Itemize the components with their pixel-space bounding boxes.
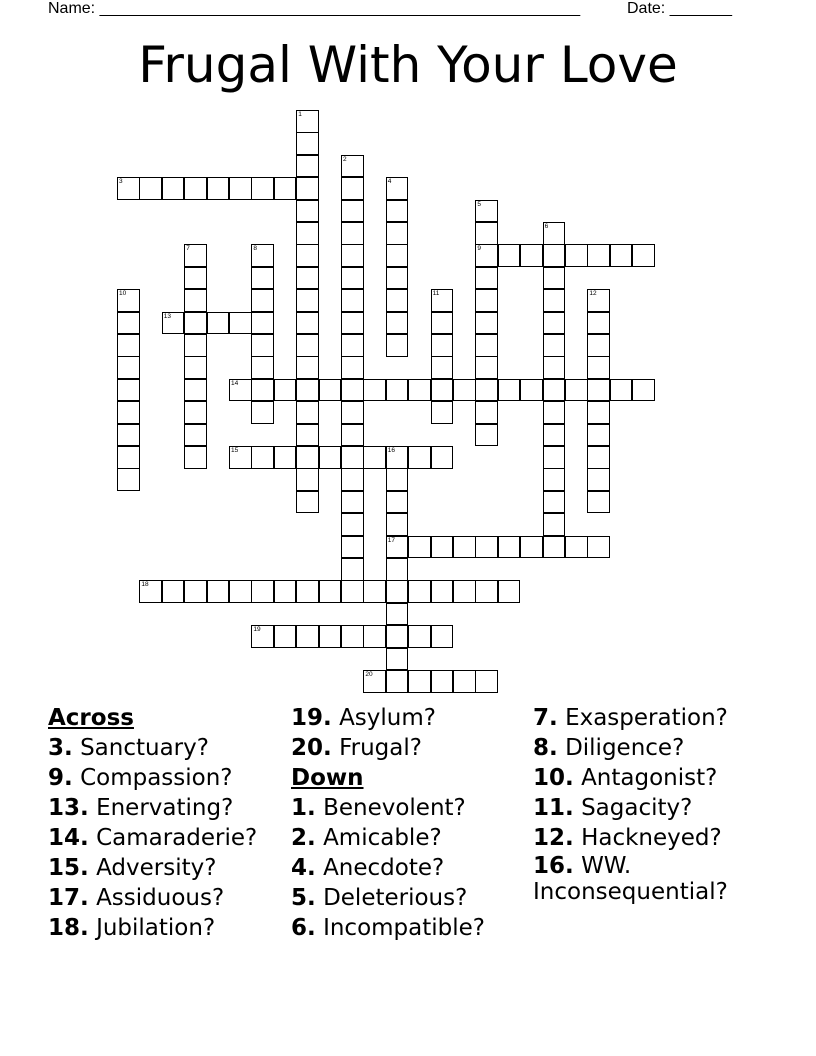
grid-cell[interactable] (162, 580, 185, 603)
grid-cell[interactable] (117, 424, 140, 447)
grid-cell[interactable] (431, 446, 454, 469)
grid-cell[interactable] (565, 379, 588, 402)
clue-15 (48, 853, 257, 883)
clue-number: 17. (48, 885, 89, 911)
cell-number: 12 (589, 290, 597, 298)
grid-cell[interactable] (274, 177, 297, 200)
grid-cell[interactable] (475, 200, 498, 223)
grid-cell[interactable] (587, 401, 610, 424)
clue-10 (533, 763, 773, 793)
grid-cell[interactable] (117, 379, 140, 402)
grid-cell[interactable] (184, 289, 207, 312)
grid-cell[interactable] (117, 446, 140, 469)
grid-cell[interactable] (341, 312, 364, 335)
grid-cell[interactable] (408, 625, 431, 648)
grid-cell[interactable] (296, 401, 319, 424)
clue-number: 2. (291, 825, 316, 851)
clue-text: Frugal? (339, 735, 422, 761)
clue-17 (48, 883, 257, 913)
grid-cell[interactable] (565, 536, 588, 559)
grid-cell[interactable] (587, 424, 610, 447)
grid-cell[interactable] (386, 513, 409, 536)
grid-cell[interactable] (184, 580, 207, 603)
grid-cell[interactable] (565, 244, 588, 267)
grid-cell[interactable] (386, 334, 409, 357)
grid-cell[interactable] (296, 132, 319, 155)
clue-14 (48, 823, 257, 853)
grid-cell[interactable] (251, 267, 274, 290)
grid-cell[interactable] (296, 244, 319, 267)
grid-cell[interactable] (475, 379, 498, 402)
grid-cell[interactable] (475, 334, 498, 357)
clue-number: 3. (48, 735, 73, 761)
clue-7 (533, 703, 773, 733)
grid-cell[interactable] (341, 491, 364, 514)
grid-cell[interactable] (386, 491, 409, 514)
clue-text: Camaraderie? (96, 825, 258, 851)
grid-cell[interactable] (319, 446, 342, 469)
grid-cell[interactable] (363, 379, 386, 402)
grid-cell[interactable] (207, 580, 230, 603)
clue-text: Amicable? (323, 825, 442, 851)
grid-cell[interactable] (296, 446, 319, 469)
clue-number: 15. (48, 855, 89, 881)
grid-cell[interactable] (341, 558, 364, 581)
grid-cell[interactable] (251, 312, 274, 335)
clue-text: Anecdote? (323, 855, 445, 881)
grid-cell[interactable] (386, 379, 409, 402)
grid-cell[interactable] (543, 356, 566, 379)
grid-cell[interactable] (386, 177, 409, 200)
grid-cell[interactable] (139, 580, 162, 603)
grid-cell[interactable] (543, 312, 566, 335)
grid-cell[interactable] (184, 446, 207, 469)
cell-number: 17 (387, 536, 396, 544)
grid-cell[interactable] (498, 536, 521, 559)
grid-cell[interactable] (162, 177, 185, 200)
puzzle-title: Frugal With Your Love (138, 36, 678, 94)
clue-11 (533, 793, 773, 823)
grid-cell[interactable] (587, 334, 610, 357)
grid-cell[interactable] (543, 222, 566, 245)
grid-cell[interactable] (296, 222, 319, 245)
clue-text: Sanctuary? (80, 735, 209, 761)
clue-text: Diligence? (565, 735, 685, 761)
grid-cell[interactable] (543, 401, 566, 424)
grid-cell[interactable] (184, 424, 207, 447)
clue-number: 12. (533, 825, 574, 851)
grid-cell[interactable] (296, 379, 319, 402)
grid-cell[interactable] (475, 289, 498, 312)
grid-cell[interactable] (117, 334, 140, 357)
clue-4 (291, 853, 485, 883)
grid-cell[interactable] (207, 312, 230, 335)
clue-column-1 (48, 703, 257, 943)
clue-number: 11. (533, 795, 574, 821)
grid-cell[interactable] (341, 200, 364, 223)
grid-cell[interactable] (251, 289, 274, 312)
grid-cell[interactable] (386, 468, 409, 491)
grid-cell[interactable] (587, 289, 610, 312)
grid-cell[interactable] (386, 244, 409, 267)
grid-cell[interactable] (431, 625, 454, 648)
grid-cell[interactable] (251, 401, 274, 424)
cell-number: 18 (141, 581, 149, 589)
grid-cell[interactable] (251, 334, 274, 357)
grid-cell[interactable] (520, 244, 543, 267)
grid-cell[interactable] (139, 177, 162, 200)
grid-cell[interactable] (341, 446, 364, 469)
grid-cell[interactable] (319, 625, 342, 648)
grid-cell[interactable] (431, 356, 454, 379)
grid-cell[interactable] (543, 536, 566, 559)
grid-cell[interactable] (341, 356, 364, 379)
grid-cell[interactable] (498, 580, 521, 603)
grid-cell[interactable] (229, 312, 252, 335)
grid-cell[interactable] (475, 536, 498, 559)
grid-cell[interactable] (386, 580, 409, 603)
clue-text: Enervating? (96, 795, 234, 821)
grid-cell[interactable] (543, 289, 566, 312)
across-heading: Across (48, 705, 134, 731)
grid-cell[interactable] (453, 670, 476, 693)
grid-cell[interactable] (587, 446, 610, 469)
grid-cell[interactable] (296, 468, 319, 491)
cell-number: 1 (298, 111, 302, 118)
clue-column-2 (291, 703, 485, 943)
grid-cell[interactable] (543, 513, 566, 536)
clue-12 (533, 823, 773, 853)
grid-cell[interactable] (251, 625, 274, 648)
grid-cell[interactable] (520, 536, 543, 559)
grid-cell[interactable] (229, 580, 252, 603)
grid-cell[interactable] (587, 244, 610, 267)
grid-cell[interactable] (587, 468, 610, 491)
clue-number: 19. (291, 705, 332, 731)
grid-cell[interactable] (363, 625, 386, 648)
grid-cell[interactable] (475, 401, 498, 424)
clue-9 (48, 763, 257, 793)
grid-cell[interactable] (341, 177, 364, 200)
grid-cell[interactable] (251, 177, 274, 200)
grid-cell[interactable] (229, 446, 252, 469)
cell-number: 11 (432, 290, 440, 298)
grid-cell[interactable] (498, 244, 521, 267)
cell-number: 15 (231, 447, 239, 454)
grid-cell[interactable] (475, 424, 498, 447)
grid-cell[interactable] (341, 334, 364, 357)
grid-cell[interactable] (431, 670, 454, 693)
grid-cell[interactable] (296, 424, 319, 447)
cell-number: 4 (387, 178, 392, 186)
cell-number: 6 (544, 223, 549, 230)
clue-number: 4. (291, 855, 316, 881)
clue-number: 1. (291, 795, 316, 821)
grid-cell[interactable] (543, 244, 566, 267)
clue-text: Compassion? (80, 765, 233, 791)
clue-text: WW. Inconsequential? (533, 853, 728, 905)
grid-cell[interactable] (296, 267, 319, 290)
grid-cell[interactable] (117, 312, 140, 335)
grid-cell[interactable] (117, 289, 140, 312)
grid-cell[interactable] (431, 536, 454, 559)
grid-cell[interactable] (251, 356, 274, 379)
down-heading: Down (291, 765, 364, 791)
grid-cell[interactable] (453, 536, 476, 559)
grid-cell[interactable] (184, 267, 207, 290)
cell-number: 14 (231, 379, 239, 387)
clue-3 (48, 733, 257, 763)
clue-number: 6. (291, 915, 316, 941)
clue-text: Deleterious? (323, 885, 468, 911)
cell-number: 2 (343, 155, 347, 163)
grid-cell[interactable] (341, 289, 364, 312)
grid-cell[interactable] (431, 379, 454, 402)
clue-number: 13. (48, 795, 89, 821)
grid-cell[interactable] (341, 401, 364, 424)
grid-cell[interactable] (386, 558, 409, 581)
grid-cell[interactable] (184, 401, 207, 424)
grid-cell[interactable] (431, 401, 454, 424)
grid-cell[interactable] (341, 155, 364, 178)
grid-cell[interactable] (341, 379, 364, 402)
grid-cell[interactable] (386, 670, 409, 693)
grid-cell[interactable] (207, 177, 230, 200)
clue-number: 8. (533, 735, 558, 761)
clue-number: 20. (291, 735, 332, 761)
grid-cell[interactable] (543, 379, 566, 402)
grid-cell[interactable] (610, 379, 633, 402)
grid-cell[interactable] (453, 379, 476, 402)
grid-cell[interactable] (296, 356, 319, 379)
grid-cell[interactable] (408, 580, 431, 603)
clue-text: Adversity? (96, 855, 217, 881)
grid-cell[interactable] (520, 379, 543, 402)
clue-text: Benevolent? (323, 795, 466, 821)
grid-cell[interactable] (117, 177, 140, 200)
grid-cell[interactable] (274, 446, 297, 469)
grid-cell[interactable] (363, 446, 386, 469)
grid-cell[interactable] (229, 379, 252, 402)
grid-cell[interactable] (274, 379, 297, 402)
grid-cell[interactable] (475, 222, 498, 245)
grid-cell[interactable] (117, 401, 140, 424)
grid-cell[interactable] (341, 625, 364, 648)
cell-number: 16 (387, 447, 396, 454)
clue-text: Sagacity? (581, 795, 693, 821)
clue-text: Jubilation? (96, 915, 216, 941)
clue-13 (48, 793, 257, 823)
grid-cell[interactable] (475, 244, 498, 267)
grid-cell[interactable] (386, 648, 409, 671)
clue-text: Hackneyed? (581, 825, 722, 851)
clue-number: 18. (48, 915, 89, 941)
grid-cell[interactable] (386, 222, 409, 245)
grid-cell[interactable] (296, 177, 319, 200)
grid-cell[interactable] (431, 312, 454, 335)
clue-text: Assiduous? (96, 885, 225, 911)
grid-cell[interactable] (543, 267, 566, 290)
grid-cell[interactable] (610, 244, 633, 267)
grid-cell[interactable] (341, 222, 364, 245)
name-field-label: Name: ______________________________________________________ (48, 0, 581, 17)
grid-cell[interactable] (386, 603, 409, 626)
clue-number: 7. (533, 705, 558, 731)
grid-cell[interactable] (184, 244, 207, 267)
grid-cell[interactable] (386, 200, 409, 223)
grid-cell[interactable] (363, 580, 386, 603)
grid-cell[interactable] (363, 670, 386, 693)
grid-cell[interactable] (431, 289, 454, 312)
grid-cell[interactable] (274, 580, 297, 603)
grid-cell[interactable] (296, 334, 319, 357)
grid-cell[interactable] (386, 625, 409, 648)
grid-cell[interactable] (431, 580, 454, 603)
clue-number: 16. (533, 853, 574, 879)
grid-cell[interactable] (296, 200, 319, 223)
grid-cell[interactable] (543, 446, 566, 469)
clue-number: 10. (533, 765, 574, 791)
grid-cell[interactable] (319, 580, 342, 603)
grid-cell[interactable] (162, 312, 185, 335)
grid-cell[interactable] (386, 289, 409, 312)
cell-number: 19 (253, 626, 261, 634)
cell-number: 8 (253, 245, 258, 253)
grid-cell[interactable] (341, 244, 364, 267)
grid-cell[interactable] (296, 580, 319, 603)
grid-cell[interactable] (431, 334, 454, 357)
grid-cell[interactable] (274, 625, 297, 648)
grid-cell[interactable] (475, 267, 498, 290)
grid-cell[interactable] (475, 356, 498, 379)
grid-cell[interactable] (341, 580, 364, 603)
grid-cell[interactable] (386, 446, 409, 469)
grid-cell[interactable] (251, 580, 274, 603)
clue-5 (291, 883, 485, 913)
cell-number: 9 (477, 245, 482, 253)
clue-16 (533, 853, 773, 905)
grid-cell[interactable] (184, 379, 207, 402)
grid-cell[interactable] (296, 110, 319, 133)
cell-number: 5 (477, 200, 482, 208)
clue-number: 9. (48, 765, 73, 791)
grid-cell[interactable] (587, 491, 610, 514)
grid-cell[interactable] (184, 177, 207, 200)
grid-cell[interactable] (408, 446, 431, 469)
grid-cell[interactable] (341, 424, 364, 447)
cell-number: 10 (119, 290, 127, 298)
grid-cell[interactable] (587, 379, 610, 402)
grid-cell[interactable] (341, 468, 364, 491)
grid-cell[interactable] (587, 536, 610, 559)
grid-cell[interactable] (386, 267, 409, 290)
cell-number: 3 (119, 178, 123, 186)
grid-cell[interactable] (296, 312, 319, 335)
grid-cell[interactable] (475, 312, 498, 335)
cell-number: 13 (163, 312, 172, 320)
clue-text: Incompatible? (323, 915, 485, 941)
cell-number: 7 (186, 245, 190, 253)
clue-8 (533, 733, 773, 763)
grid-cell[interactable] (117, 468, 140, 491)
grid-cell[interactable] (251, 446, 274, 469)
clue-number: 14. (48, 825, 89, 851)
grid-cell[interactable] (296, 289, 319, 312)
grid-cell[interactable] (341, 536, 364, 559)
grid-cell[interactable] (632, 244, 655, 267)
grid-cell[interactable] (632, 379, 655, 402)
grid-cell[interactable] (341, 513, 364, 536)
grid-cell[interactable] (296, 625, 319, 648)
grid-cell[interactable] (408, 536, 431, 559)
grid-cell[interactable] (319, 379, 342, 402)
grid-cell[interactable] (229, 177, 252, 200)
clue-1 (291, 793, 485, 823)
clue-column-3 (533, 703, 773, 905)
clue-number: 5. (291, 885, 316, 911)
clue-text: Antagonist? (581, 765, 718, 791)
grid-cell[interactable] (475, 670, 498, 693)
grid-cell[interactable] (543, 334, 566, 357)
grid-cell[interactable] (251, 244, 274, 267)
grid-cell[interactable] (184, 312, 207, 335)
clue-20 (291, 733, 485, 763)
grid-cell[interactable] (543, 424, 566, 447)
grid-cell[interactable] (408, 379, 431, 402)
grid-cell[interactable] (408, 670, 431, 693)
grid-cell[interactable] (543, 491, 566, 514)
clue-text: Asylum? (339, 705, 436, 731)
clue-19 (291, 703, 485, 733)
grid-cell[interactable] (498, 379, 521, 402)
date-field-label: Date: _______ (627, 0, 732, 17)
clue-18 (48, 913, 257, 943)
clue-2 (291, 823, 485, 853)
grid-cell[interactable] (587, 356, 610, 379)
clue-text: Exasperation? (565, 705, 728, 731)
grid-cell[interactable] (184, 356, 207, 379)
grid-cell[interactable] (296, 491, 319, 514)
grid-cell[interactable] (117, 356, 140, 379)
clue-6 (291, 913, 485, 943)
cell-number: 20 (365, 671, 373, 678)
grid-cell[interactable] (386, 536, 409, 559)
grid-cell[interactable] (184, 334, 207, 357)
grid-cell[interactable] (296, 155, 319, 178)
grid-cell[interactable] (587, 312, 610, 335)
grid-cell[interactable] (543, 468, 566, 491)
grid-cell[interactable] (386, 312, 409, 335)
grid-cell[interactable] (341, 267, 364, 290)
grid-cell[interactable] (475, 580, 498, 603)
grid-cell[interactable] (453, 580, 476, 603)
grid-cell[interactable] (251, 379, 274, 402)
